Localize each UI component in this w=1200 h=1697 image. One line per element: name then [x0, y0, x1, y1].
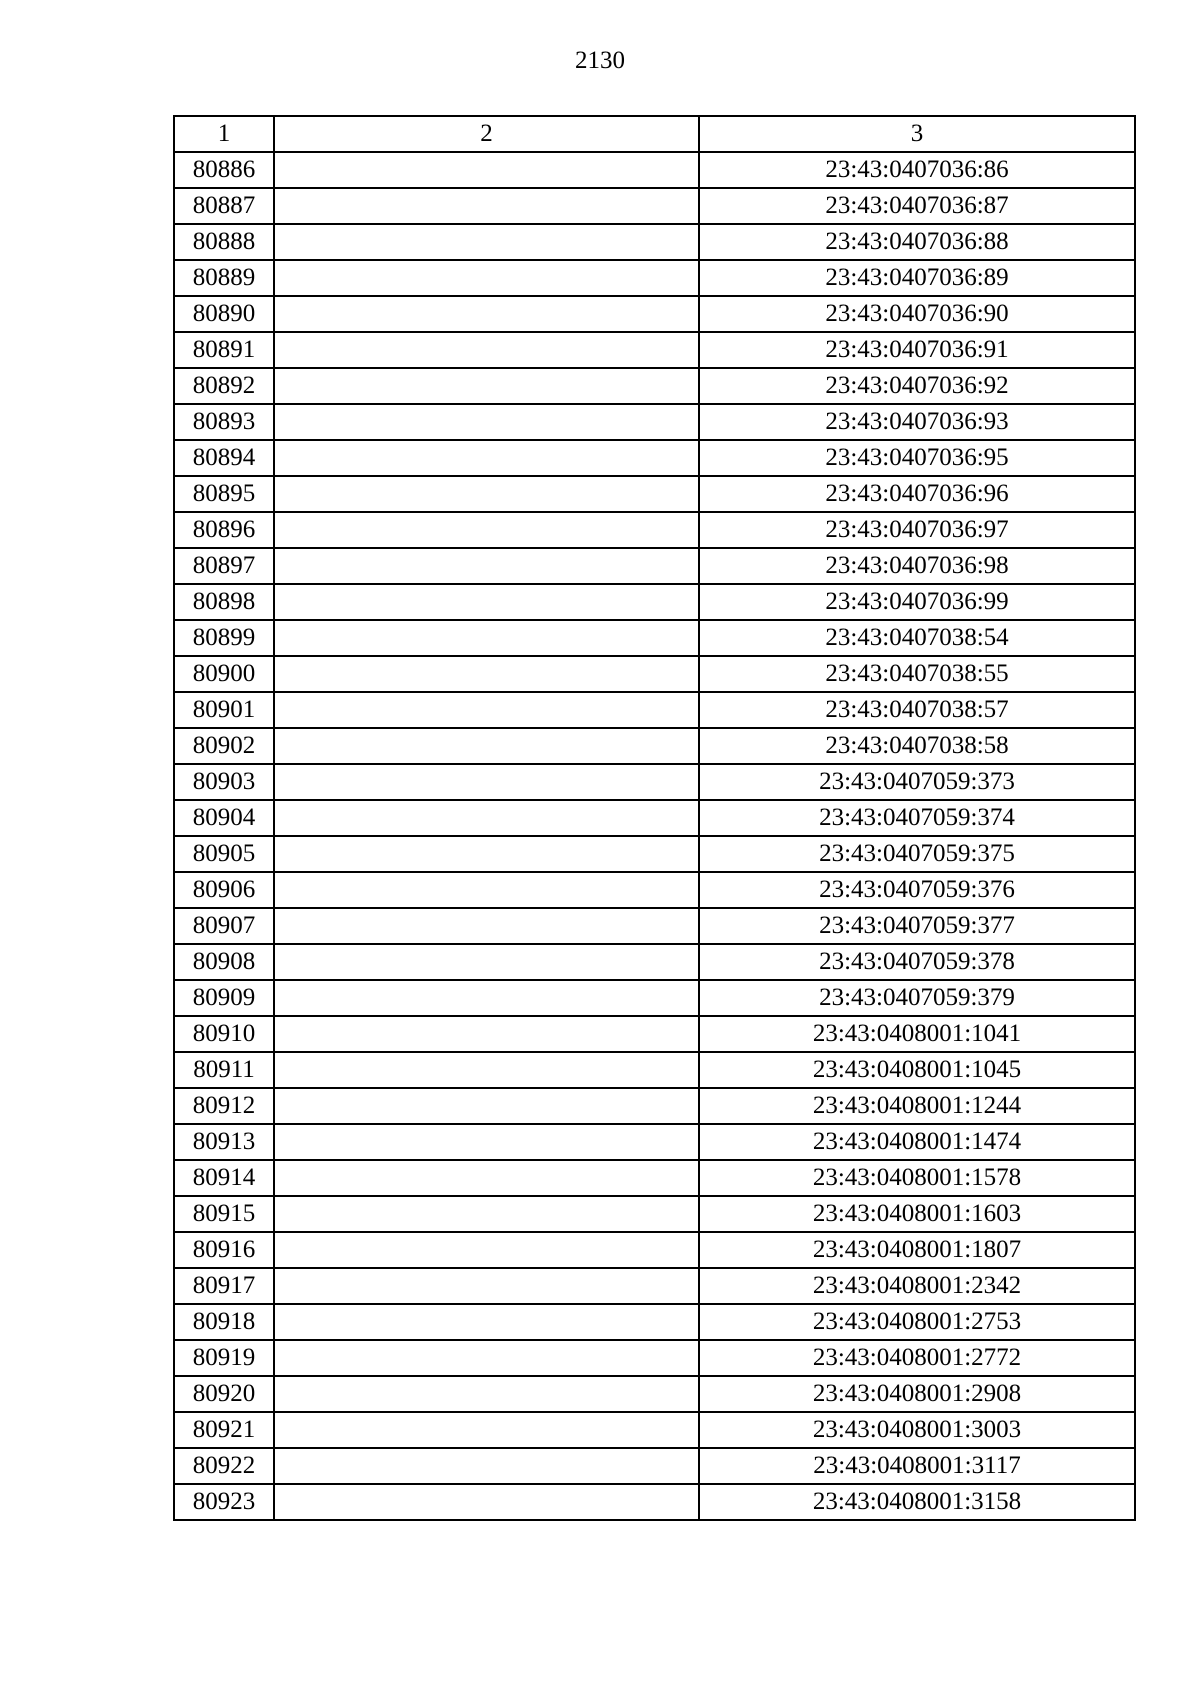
- cadastral-number-cell: 23:43:0408001:3158: [699, 1484, 1135, 1520]
- description-cell: [274, 656, 699, 692]
- cadastral-number-cell: 23:43:0408001:1244: [699, 1088, 1135, 1124]
- description-cell: [274, 332, 699, 368]
- description-cell: [274, 1088, 699, 1124]
- table-row: [174, 368, 1135, 404]
- description-cell: [274, 836, 699, 872]
- description-cell: [274, 1304, 699, 1340]
- cadastral-number-cell: 23:43:0407036:88: [699, 224, 1135, 260]
- column-header-2: 2: [274, 116, 699, 152]
- row-number-cell: 80896: [174, 512, 274, 548]
- description-cell: [274, 764, 699, 800]
- cadastral-number-cell: 23:43:0407036:99: [699, 584, 1135, 620]
- row-number-cell: 80919: [174, 1340, 274, 1376]
- description-cell: [274, 368, 699, 404]
- description-cell: [274, 1340, 699, 1376]
- row-number-cell: 80916: [174, 1232, 274, 1268]
- table-row: [174, 728, 1135, 764]
- row-number-cell: 80914: [174, 1160, 274, 1196]
- table-row: [174, 1232, 1135, 1268]
- description-cell: [274, 908, 699, 944]
- row-number-cell: 80918: [174, 1304, 274, 1340]
- cadastral-number-cell: 23:43:0407036:90: [699, 296, 1135, 332]
- row-number-cell: 80888: [174, 224, 274, 260]
- table-row: [174, 656, 1135, 692]
- table-row: [174, 1304, 1135, 1340]
- row-number-cell: 80904: [174, 800, 274, 836]
- registry-table: [173, 115, 1136, 1521]
- row-number-cell: 80890: [174, 296, 274, 332]
- table-row: [174, 1124, 1135, 1160]
- row-number-cell: 80897: [174, 548, 274, 584]
- cadastral-number-cell: 23:43:0408001:1045: [699, 1052, 1135, 1088]
- cadastral-number-cell: 23:43:0407036:91: [699, 332, 1135, 368]
- cadastral-number-cell: 23:43:0407036:95: [699, 440, 1135, 476]
- description-cell: [274, 1376, 699, 1412]
- table-header-row: [174, 116, 1135, 152]
- table-row: [174, 1376, 1135, 1412]
- row-number-cell: 80910: [174, 1016, 274, 1052]
- cadastral-number-cell: 23:43:0407059:379: [699, 980, 1135, 1016]
- cadastral-number-cell: 23:43:0408001:1807: [699, 1232, 1135, 1268]
- description-cell: [274, 692, 699, 728]
- description-cell: [274, 476, 699, 512]
- cadastral-number-cell: 23:43:0407036:93: [699, 404, 1135, 440]
- row-number-cell: 80894: [174, 440, 274, 476]
- table-row: [174, 260, 1135, 296]
- table-row: [174, 1016, 1135, 1052]
- row-number-cell: 80922: [174, 1448, 274, 1484]
- cadastral-number-cell: 23:43:0408001:1041: [699, 1016, 1135, 1052]
- table-row: [174, 440, 1135, 476]
- description-cell: [274, 1196, 699, 1232]
- cadastral-number-cell: 23:43:0407036:89: [699, 260, 1135, 296]
- cadastral-number-cell: 23:43:0407059:378: [699, 944, 1135, 980]
- cadastral-number-cell: 23:43:0407038:58: [699, 728, 1135, 764]
- cadastral-number-cell: 23:43:0408001:2772: [699, 1340, 1135, 1376]
- row-number-cell: 80898: [174, 584, 274, 620]
- row-number-cell: 80907: [174, 908, 274, 944]
- cadastral-number-cell: 23:43:0407038:55: [699, 656, 1135, 692]
- table-row: [174, 980, 1135, 1016]
- cadastral-number-cell: 23:43:0408001:2342: [699, 1268, 1135, 1304]
- table-row: [174, 944, 1135, 980]
- page-number: 2130: [575, 47, 625, 74]
- table-row: [174, 584, 1135, 620]
- row-number-cell: 80913: [174, 1124, 274, 1160]
- cadastral-number-cell: 23:43:0408001:3117: [699, 1448, 1135, 1484]
- description-cell: [274, 188, 699, 224]
- description-cell: [274, 224, 699, 260]
- table-row: [174, 692, 1135, 728]
- description-cell: [274, 872, 699, 908]
- table-row: [174, 872, 1135, 908]
- cadastral-number-cell: 23:43:0407036:98: [699, 548, 1135, 584]
- description-cell: [274, 440, 699, 476]
- description-cell: [274, 296, 699, 332]
- table-row: [174, 1412, 1135, 1448]
- row-number-cell: 80923: [174, 1484, 274, 1520]
- description-cell: [274, 1052, 699, 1088]
- description-cell: [274, 152, 699, 188]
- description-cell: [274, 404, 699, 440]
- description-cell: [274, 944, 699, 980]
- table-row: [174, 512, 1135, 548]
- description-cell: [274, 1412, 699, 1448]
- row-number-cell: 80900: [174, 656, 274, 692]
- row-number-cell: 80893: [174, 404, 274, 440]
- row-number-cell: 80908: [174, 944, 274, 980]
- row-number-cell: 80921: [174, 1412, 274, 1448]
- row-number-cell: 80915: [174, 1196, 274, 1232]
- table-row: [174, 152, 1135, 188]
- table-row: [174, 188, 1135, 224]
- description-cell: [274, 260, 699, 296]
- row-number-cell: 80920: [174, 1376, 274, 1412]
- table-row: [174, 1160, 1135, 1196]
- cadastral-number-cell: 23:43:0408001:1603: [699, 1196, 1135, 1232]
- table-row: [174, 1196, 1135, 1232]
- cadastral-number-cell: 23:43:0408001:2753: [699, 1304, 1135, 1340]
- description-cell: [274, 1448, 699, 1484]
- cadastral-number-cell: 23:43:0407059:373: [699, 764, 1135, 800]
- description-cell: [274, 1268, 699, 1304]
- description-cell: [274, 548, 699, 584]
- table-row: [174, 908, 1135, 944]
- table-row: [174, 800, 1135, 836]
- row-number-cell: 80891: [174, 332, 274, 368]
- cadastral-number-cell: 23:43:0407036:86: [699, 152, 1135, 188]
- table-row: [174, 620, 1135, 656]
- row-number-cell: 80905: [174, 836, 274, 872]
- cadastral-number-cell: 23:43:0407038:54: [699, 620, 1135, 656]
- row-number-cell: 80899: [174, 620, 274, 656]
- cadastral-number-cell: 23:43:0407059:376: [699, 872, 1135, 908]
- row-number-cell: 80909: [174, 980, 274, 1016]
- row-number-cell: 80906: [174, 872, 274, 908]
- table-row: [174, 332, 1135, 368]
- table-row: [174, 404, 1135, 440]
- column-header-3: 3: [699, 116, 1135, 152]
- description-cell: [274, 1232, 699, 1268]
- table-row: [174, 1052, 1135, 1088]
- cadastral-number-cell: 23:43:0408001:1474: [699, 1124, 1135, 1160]
- cadastral-number-cell: 23:43:0408001:3003: [699, 1412, 1135, 1448]
- cadastral-number-cell: 23:43:0407036:97: [699, 512, 1135, 548]
- row-number-cell: 80892: [174, 368, 274, 404]
- description-cell: [274, 512, 699, 548]
- table-row: [174, 548, 1135, 584]
- row-number-cell: 80903: [174, 764, 274, 800]
- table-body: [174, 152, 1135, 1520]
- table-row: [174, 1340, 1135, 1376]
- row-number-cell: 80917: [174, 1268, 274, 1304]
- description-cell: [274, 1124, 699, 1160]
- cadastral-number-cell: 23:43:0408001:1578: [699, 1160, 1135, 1196]
- row-number-cell: 80911: [174, 1052, 274, 1088]
- table-row: [174, 1268, 1135, 1304]
- description-cell: [274, 584, 699, 620]
- table-row: [174, 764, 1135, 800]
- row-number-cell: 80886: [174, 152, 274, 188]
- table-row: [174, 296, 1135, 332]
- description-cell: [274, 620, 699, 656]
- description-cell: [274, 800, 699, 836]
- cadastral-number-cell: 23:43:0407059:374: [699, 800, 1135, 836]
- description-cell: [274, 1016, 699, 1052]
- description-cell: [274, 980, 699, 1016]
- cadastral-number-cell: 23:43:0407036:92: [699, 368, 1135, 404]
- row-number-cell: 80912: [174, 1088, 274, 1124]
- column-header-1: 1: [174, 116, 274, 152]
- row-number-cell: 80895: [174, 476, 274, 512]
- description-cell: [274, 1160, 699, 1196]
- row-number-cell: 80901: [174, 692, 274, 728]
- cadastral-number-cell: 23:43:0407059:377: [699, 908, 1135, 944]
- cadastral-number-cell: 23:43:0407059:375: [699, 836, 1135, 872]
- cadastral-number-cell: 23:43:0407038:57: [699, 692, 1135, 728]
- table-row: [174, 1448, 1135, 1484]
- table-row: [174, 836, 1135, 872]
- table-row: [174, 224, 1135, 260]
- cadastral-number-cell: 23:43:0407036:96: [699, 476, 1135, 512]
- description-cell: [274, 728, 699, 764]
- row-number-cell: 80887: [174, 188, 274, 224]
- cadastral-number-cell: 23:43:0407036:87: [699, 188, 1135, 224]
- cadastral-number-cell: 23:43:0408001:2908: [699, 1376, 1135, 1412]
- row-number-cell: 80889: [174, 260, 274, 296]
- row-number-cell: 80902: [174, 728, 274, 764]
- description-cell: [274, 1484, 699, 1520]
- table-row: [174, 1088, 1135, 1124]
- table-row: [174, 476, 1135, 512]
- table-row: [174, 1484, 1135, 1520]
